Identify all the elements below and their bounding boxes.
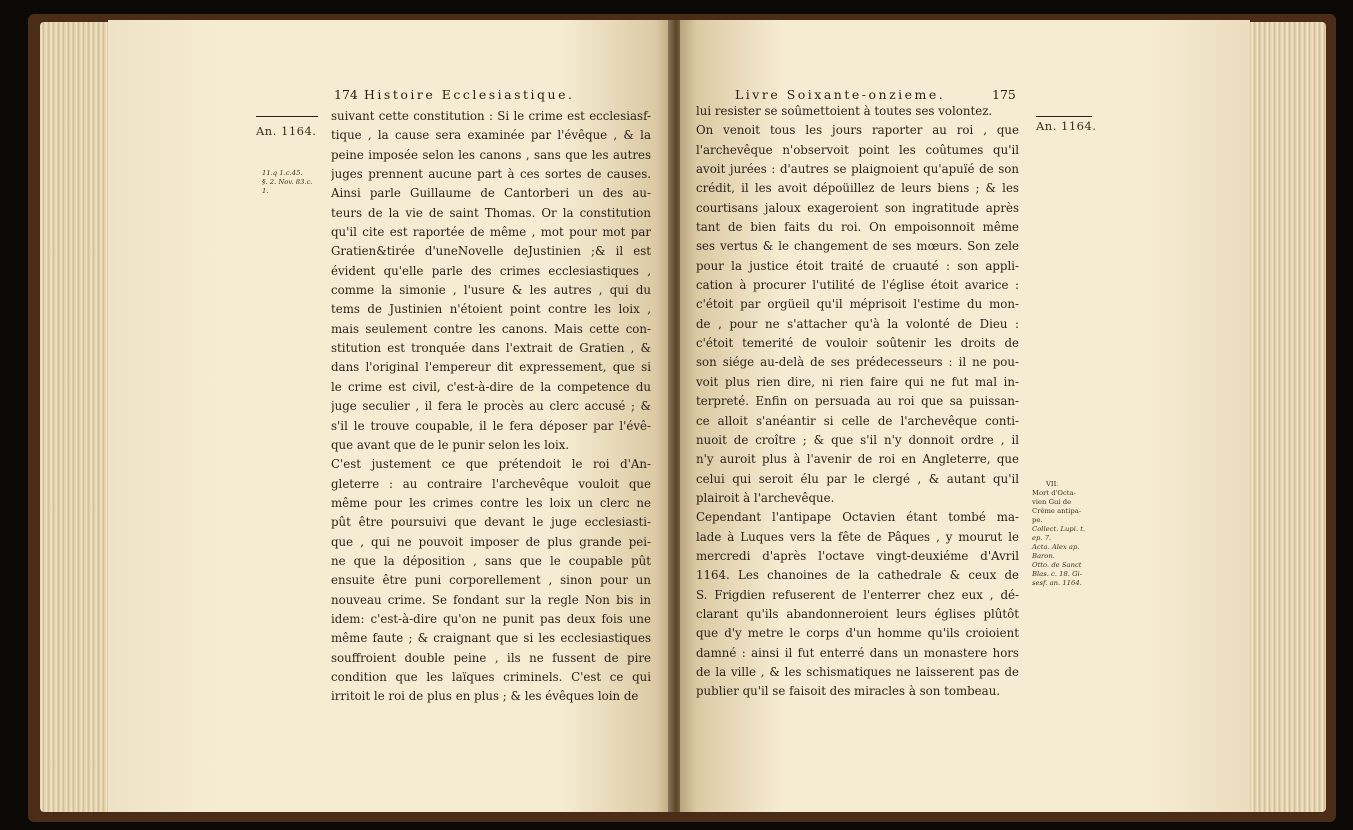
text-line: idem: c'est-à-dire qu'on ne punit pas deux fois une: [331, 611, 651, 626]
text-line: irritoit le roi de plus en plus ; & les évêques loin de: [331, 689, 639, 704]
text-line: stitution est tronquée dans l'extrait de Gratien , &: [331, 341, 651, 356]
right-margin-title-line: vien Gui de: [1032, 498, 1072, 506]
right-margin-title-line: Mort d'Octa-: [1032, 489, 1076, 497]
text-line: tems de Justinien n'étoient point contre les loix ,: [331, 302, 651, 317]
text-line: publier qu'il se faisoit des miracles à son tombeau.: [696, 684, 1001, 699]
right-margin-ref-line: sesf. an. 1164.: [1032, 579, 1082, 587]
left-margin-rule: [256, 116, 318, 117]
text-line: gleterre : au contraire l'archevêque vouloit que: [331, 476, 651, 491]
text-line: que , qui ne pouvoit imposer de plus grande pei-: [331, 534, 651, 549]
left-margin-ref-line: 1.: [262, 187, 269, 195]
text-line: c'étoit par orgüeil qu'il méprisoit l'estime du mon-: [696, 297, 1019, 312]
left-running-head: Histoire Ecclesiastique.: [364, 87, 575, 102]
text-line: C'est justement ce que prétendoit le roi d'An-: [331, 457, 651, 472]
text-line: même faute ; & craignant que si les ecclesiastiques: [331, 631, 651, 646]
text-line: évident qu'elle parle des crimes ecclesiastiques ,: [331, 263, 651, 278]
left-margin-year: An. 1164.: [256, 124, 317, 138]
text-line: condition que les laïques criminels. C'est ce qui: [331, 669, 651, 684]
text-line: Cependant l'antipape Octavien étant tombé ma-: [696, 510, 1019, 525]
text-line: plairoit à l'archevêque.: [696, 490, 835, 505]
text-line: nouveau crime. Se fondant sur la regle Non bis in: [331, 592, 651, 607]
text-line: ensuite être puni corporellement , sinon pour un: [331, 573, 651, 588]
right-margin-title-line: Crême antipa-: [1032, 507, 1082, 515]
left-margin-ref-line: 11.q 1.c.45.: [262, 169, 303, 177]
text-line: cation à procurer l'utilité de l'église étoit avarice :: [696, 278, 1019, 293]
text-line: lui resister se soûmettoient à toutes ses volontez.: [696, 104, 993, 118]
text-line: ne que la déposition , sans que le coupable pût: [331, 553, 651, 568]
text-line: c'étoit temerité de vouloir soûtenir les droits de: [696, 336, 1019, 351]
right-body-text: [696, 102, 1019, 702]
right-margin-section: VII.: [1046, 480, 1059, 488]
text-line: 1164. Les chanoines de la cathedrale & ceux de: [696, 568, 1019, 583]
text-line: mercredi d'après l'octave vingt-deuxiéme d'Avril: [696, 548, 1019, 563]
text-line: peine imposée selon les canons , sans que les autres: [331, 147, 651, 162]
text-line: de , pour ne s'attacher qu'à la volonté de Dieu :: [696, 316, 1019, 331]
text-line: terpreté. Enfin on persuada au roi que sa puissan-: [696, 394, 1019, 409]
text-line: Gratien&tirée d'uneNovelle deJustinien ;& il est: [331, 244, 651, 259]
text-line: On venoit tous les jours raporter au roi , que: [696, 123, 1019, 138]
text-line: voit plus rien dire, ni rien faire qui ne fut mal in-: [696, 374, 1019, 389]
text-line: tique , la cause sera examinée par l'évêque , & la: [331, 128, 651, 143]
text-line: même pour les crimes contre les loix un clerc ne: [331, 495, 651, 510]
text-line: juge seculier , il fera le procès au clerc accusé ; &: [331, 399, 651, 414]
text-line: dans l'original l'empereur dit expressement, que si: [331, 360, 651, 375]
left-page-number: 174: [334, 87, 358, 102]
left-page-edges: [40, 22, 115, 812]
text-line: courtisans jaloux exageroient son ingratitude après: [696, 200, 1019, 215]
text-line: suivant cette constitution : Si le crime est ecclesiasf-: [331, 109, 651, 123]
text-line: mais seulement contre les canons. Mais cette con-: [331, 321, 651, 336]
text-line: que avant que de le punir selon les loix.: [331, 437, 570, 452]
right-margin-title-line: pe.: [1032, 516, 1043, 524]
right-margin-notes: [1032, 480, 1085, 588]
text-line: souffroient double peine , ils ne fussent de pire: [331, 650, 651, 665]
right-page-edges: [1246, 22, 1326, 812]
text-line: clarant qu'ils abandonneroient leurs églises plûtôt: [696, 606, 1019, 621]
left-body-text: [331, 107, 651, 707]
left-margin-ref-line: §. 2. Nov. 83.c.: [262, 178, 313, 186]
text-line: crédit, il les avoit dépoüillez de leurs biens ; & les: [696, 181, 1019, 196]
text-line: pour la justice étoit traité de cruauté : son appli-: [696, 258, 1019, 273]
text-line: lade à Luques vers la fête de Pâques , y mourut le: [696, 529, 1019, 544]
text-line: de la ville , & les schismatiques ne laisserent pas de: [696, 664, 1019, 679]
right-margin-ref-line: Otto. de Sanct: [1032, 561, 1082, 569]
right-margin-ref-line: Blas. c. 18. Gi-: [1032, 570, 1083, 578]
text-line: S. Frigdien refuserent de l'enterrer chez eux , dé-: [696, 587, 1019, 602]
text-line: tant de bien faits du roi. On empoisonnoit même: [696, 220, 1019, 235]
text-line: celui qui seroit élu par le clergé , & autant qu'il: [696, 471, 1019, 486]
text-line: juges prennent aucune part à ces sortes de causes.: [331, 167, 651, 182]
text-line: ce alloit s'anéantir si celle de l'archevêque conti-: [696, 413, 1019, 428]
text-line: n'y auroit plus à l'avenir de roi en Angleterre, que: [696, 452, 1019, 467]
right-running-head: Livre Soixante-onzieme.: [735, 87, 946, 102]
text-line: qu'il cite est raportée de même , mot pour mot par: [331, 225, 651, 240]
right-margin-rule: [1036, 116, 1092, 117]
text-line: nuoit de croître ; & que s'il n'y donnoit ordre , il: [696, 432, 1019, 447]
right-margin-ref-line: Collect. Lupi. t.: [1032, 525, 1086, 533]
text-line: ses vertus & le changement de ses mœurs. Son zele: [696, 239, 1019, 254]
text-line: son siége au-delà de ses prédecesseurs : il ne pou-: [696, 355, 1019, 370]
text-line: Ainsi parle Guillaume de Cantorberi un des au-: [331, 186, 651, 201]
text-line: l'archevêque n'observoit point les coûtumes qu'il: [696, 142, 1019, 157]
text-line: que d'y metre le corps d'un homme qu'ils croioient: [696, 626, 1019, 641]
text-line: teurs de la vie de saint Thomas. Or la constitution: [331, 205, 651, 220]
text-line: damné : ainsi il fut enterré dans un monastere hors: [696, 645, 1019, 660]
text-line: le crime est civil, c'est-à-dire de la competence du: [331, 379, 651, 394]
text-line: pût être poursuivi que devant le juge ecclesiasti-: [331, 515, 651, 530]
text-line: avoit jurées : d'autres se plaignoient qu'apuïé de son: [696, 162, 1019, 177]
left-margin-reference: [262, 169, 313, 196]
text-line: comme la simonie , l'usure & les autres , qui du: [331, 283, 651, 298]
right-margin-ref-line: Acta. Alex ap.: [1032, 543, 1080, 551]
right-margin-year: An. 1164.: [1036, 119, 1097, 133]
right-margin-ref-line: Baron.: [1032, 552, 1055, 560]
text-line: s'il le trouve coupable, il le fera déposer par l'évê-: [331, 418, 651, 433]
right-margin-ref-line: ep. 7.: [1032, 534, 1052, 542]
right-page-number: 175: [992, 87, 1016, 102]
